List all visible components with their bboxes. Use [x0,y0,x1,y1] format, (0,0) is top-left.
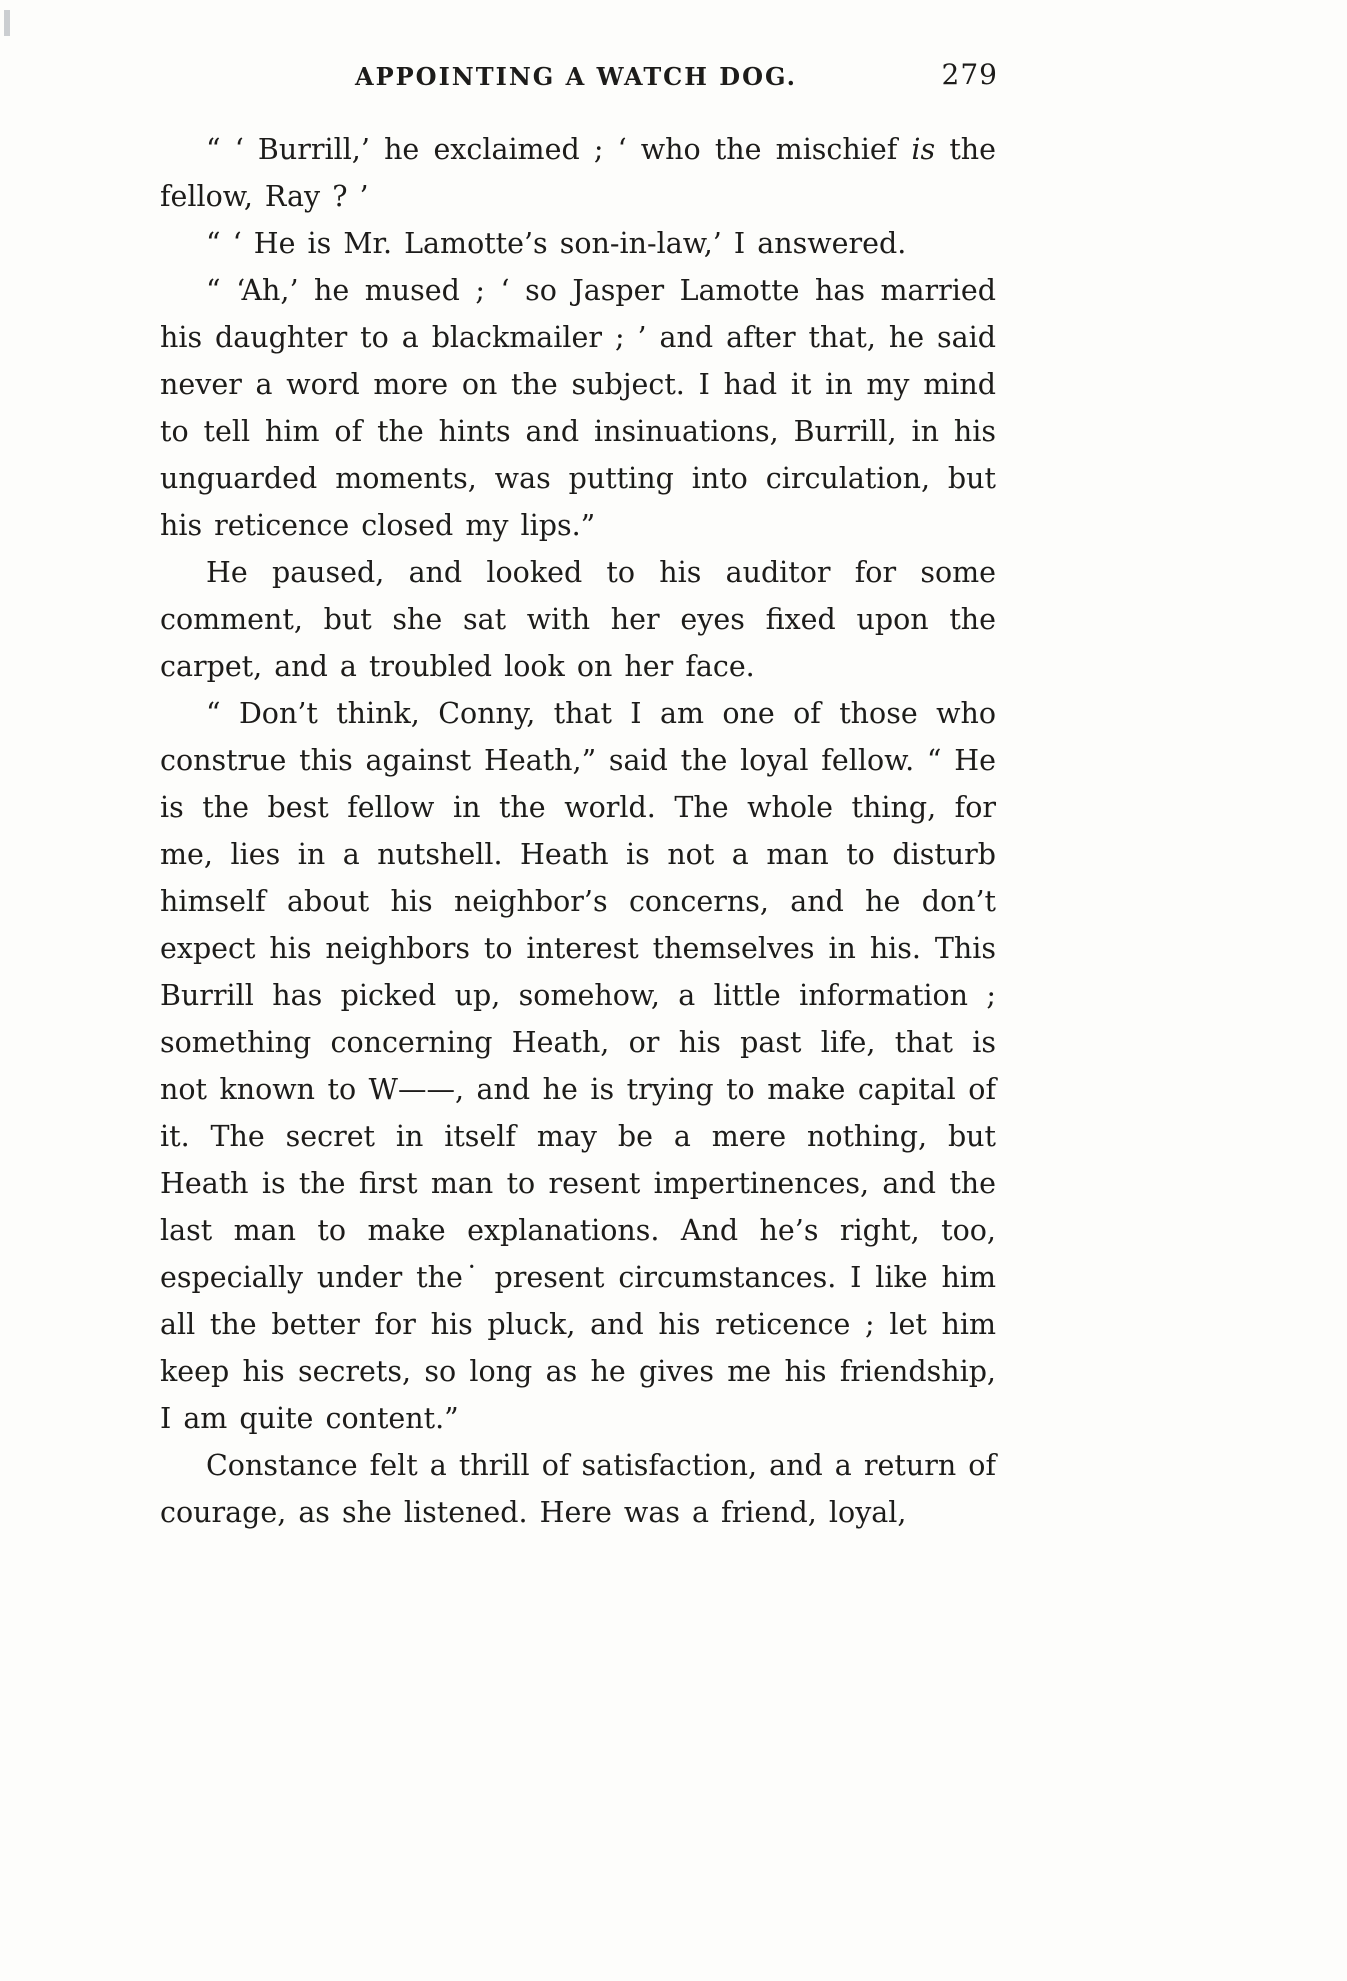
scan-artifact [4,10,10,36]
paragraph [160,126,996,220]
running-header [160,58,998,102]
paragraph: He paused, and looked to his auditor for some comment, but she sat with her eyes fixed upon the carpet, and a troubled look on her face. [160,556,996,683]
page-number: 279 [941,58,998,91]
chapter-running-title: APPOINTING A WATCH DOG. [354,62,798,91]
body-text-block [160,126,996,1536]
paragraph-text: “ ‘ Burrill,’ he exclaimed ; ‘ who the mischief [206,133,912,166]
italic-word: is [911,133,936,166]
paragraph: Constance felt a thrill of satisfaction, and a return of courage, as she listened. Here was a friend, loyal, [160,1449,996,1529]
paragraph: “ Don’t think, Conny, that I am one of those who construe this against Heath,” said the loyal fellow. “ He is the best fellow in the world. The whole thing, for me, lies in a nutshell. Heath is not a man to disturb himself about his neighbor’s concerns, and he don’t expect his neighbors to interest themselves in his. This Burrill has picked up, somehow, a little information ; something concerning Heath, or his past life, that is not known to W——, and he is trying to make capital of it. The secret in itself may be a mere nothing, but Heath is the first man to resent impertinences, and the last man to make explanations. And he’s right, too, especially under the˙ present circumstances. I like him all the better for his pluck, and his reticence ; let him keep his secrets, so long as he gives me his friendship, I am quite content.” [160,697,996,1435]
paragraph: “ ‘Ah,’ he mused ; ‘ so Jasper Lamotte has married his daughter to a blackmailer ; ’ and after that, he said never a word more on the subject. I had it in my mind to tell him of the hints and insinuations, Burrill, in his unguarded moments, was putting into circulation, but his reticence closed my lips.” [160,274,996,542]
paragraph: “ ‘ He is Mr. Lamotte’s son-in-law,’ I answered. [206,227,907,260]
paragraph-text: the fellow, Ray ? ’ [160,133,996,213]
